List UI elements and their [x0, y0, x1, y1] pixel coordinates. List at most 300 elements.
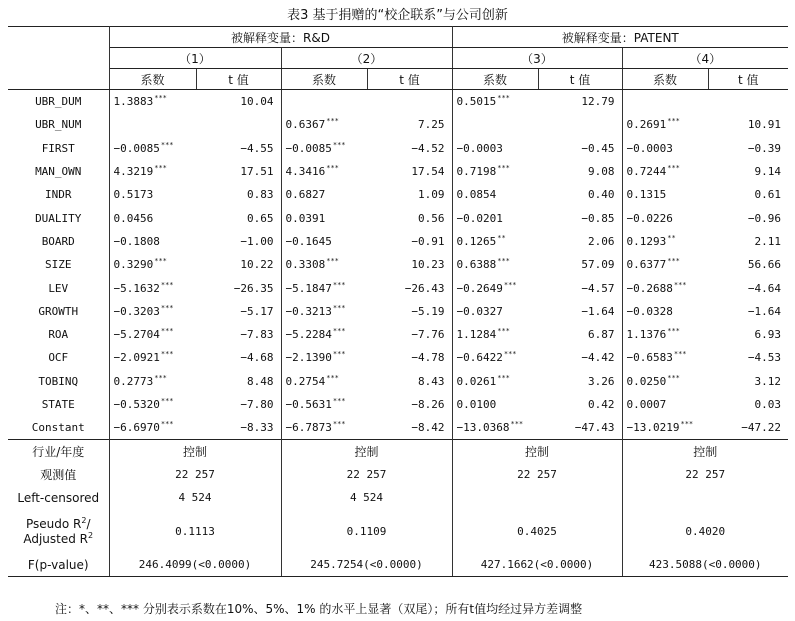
stat-value: 22 257	[452, 463, 622, 486]
t-value-cell	[196, 416, 281, 440]
cell-value: −4.64	[747, 281, 782, 295]
header-row-groups	[8, 27, 788, 48]
stat-label: F(p-value)	[8, 553, 109, 577]
cell-value: −5.1632	[113, 281, 160, 295]
regression-table	[8, 26, 788, 577]
cell-value: 0.5173	[113, 188, 154, 202]
cell-value: −4.52	[411, 141, 445, 155]
coef-cell	[622, 90, 708, 114]
significance-stars: ***	[673, 350, 687, 359]
table-row	[8, 113, 788, 136]
stat-row-left-censored	[8, 486, 788, 509]
cell-value: 0.65	[247, 211, 274, 225]
header-row-models	[8, 48, 788, 69]
t-header: t 值	[196, 69, 281, 90]
cell-value: −4.68	[240, 351, 274, 365]
cell-value: −0.39	[747, 141, 782, 155]
cell-value: 1.1284	[456, 328, 497, 342]
variable-name: UBR_DUM	[8, 90, 109, 114]
stat-value: 427.1662(<0.0000)	[452, 553, 622, 577]
t-value-cell	[367, 370, 452, 393]
significance-stars: ***	[160, 420, 174, 429]
significance-stars: ***	[680, 420, 694, 429]
cell-value: −2.0921	[113, 351, 160, 365]
stat-value: 4 524	[109, 486, 281, 509]
cell-value: 56.66	[747, 258, 782, 272]
cell-value: −7.83	[240, 328, 274, 342]
cell-value: 0.56	[418, 211, 445, 225]
significance-stars: ***	[154, 94, 167, 103]
t-value-cell	[367, 113, 452, 136]
table-row	[8, 323, 788, 346]
t-value-cell	[708, 183, 788, 206]
cell-value: 0.0261	[456, 374, 497, 388]
stat-label: 行业/年度	[8, 440, 109, 464]
cell-value: 0.3290	[113, 258, 154, 272]
cell-value: 10.22	[240, 258, 274, 272]
model-header-4: （4）	[622, 48, 788, 69]
coef-cell	[281, 206, 367, 229]
coef-cell	[452, 253, 538, 276]
variable-name: Constant	[8, 416, 109, 440]
stat-value: 22 257	[281, 463, 452, 486]
cell-value: −5.2704	[113, 328, 160, 342]
t-value-cell	[708, 370, 788, 393]
cell-value: −0.0085	[285, 141, 332, 155]
cell-value: 17.51	[240, 165, 274, 179]
coef-cell	[622, 393, 708, 416]
cell-value: 0.83	[247, 188, 274, 202]
cell-value: −47.22	[741, 421, 782, 435]
cell-value: −26.43	[404, 281, 445, 295]
header-row-cols	[8, 69, 788, 90]
t-value-cell	[367, 206, 452, 229]
cell-value: 0.0250	[626, 374, 667, 388]
cell-value: −1.00	[240, 234, 274, 248]
significance-stars: ***	[503, 350, 517, 359]
stat-value	[452, 486, 622, 509]
coef-cell	[452, 416, 538, 440]
coef-cell	[452, 393, 538, 416]
significance-stars: **	[667, 233, 676, 242]
cell-value: −0.5320	[113, 398, 160, 411]
cell-value: 9.08	[588, 165, 615, 179]
coef-cell	[109, 346, 196, 369]
t-header: t 值	[708, 69, 788, 90]
cell-value: −7.76	[411, 328, 445, 342]
t-value-cell	[538, 370, 622, 393]
significance-stars: ***	[160, 280, 174, 289]
significance-stars: ***	[332, 397, 346, 405]
cell-value: 0.3308	[285, 258, 326, 272]
t-value-cell	[196, 300, 281, 323]
cell-value: −6.7873	[285, 421, 332, 435]
coef-cell	[281, 113, 367, 136]
cell-value: −0.1808	[113, 234, 160, 248]
coef-cell	[281, 393, 367, 416]
model-header-2: （2）	[281, 48, 452, 69]
t-value-cell	[367, 183, 452, 206]
significance-stars: ***	[667, 373, 680, 382]
coef-cell	[452, 370, 538, 393]
cell-value: 0.1265	[456, 234, 497, 248]
cell-value: −0.91	[411, 234, 445, 248]
stat-value: 控制	[452, 440, 622, 464]
t-value-cell	[708, 230, 788, 253]
stat-value: 246.4099(<0.0000)	[109, 553, 281, 577]
coef-cell	[452, 206, 538, 229]
t-value-cell	[538, 346, 622, 369]
corner-cell	[8, 27, 109, 48]
coef-cell	[281, 137, 367, 160]
t-header: t 值	[538, 69, 622, 90]
t-value-cell	[708, 346, 788, 369]
variable-name: FIRST	[8, 137, 109, 160]
cell-value: 3.26	[588, 374, 615, 388]
significance-stars: ***	[160, 397, 174, 405]
cell-value: −0.0226	[626, 211, 673, 225]
t-value-cell	[538, 393, 622, 416]
cell-value: 0.6367	[285, 118, 326, 132]
cell-value: 0.0391	[285, 211, 326, 225]
t-value-cell	[196, 113, 281, 136]
cell-value: 7.25	[418, 118, 445, 132]
pseudo-label-text: Pseudo R	[25, 517, 82, 532]
coef-cell	[452, 346, 538, 369]
t-value-cell	[538, 300, 622, 323]
cell-value: 0.0007	[626, 398, 667, 411]
stat-value: 245.7254(<0.0000)	[281, 553, 452, 577]
coef-cell	[109, 160, 196, 183]
cell-value: 0.6377	[626, 258, 667, 272]
stat-value: 控制	[622, 440, 788, 464]
coef-cell	[452, 137, 538, 160]
t-value-cell	[367, 230, 452, 253]
coef-cell	[109, 206, 196, 229]
t-value-cell	[367, 323, 452, 346]
variable-name: BOARD	[8, 230, 109, 253]
table-row	[8, 137, 788, 160]
coef-cell	[109, 370, 196, 393]
cell-value: −0.96	[747, 211, 782, 225]
significance-stars: ***	[160, 350, 174, 359]
coef-cell	[452, 183, 538, 206]
cell-value: 0.61	[754, 188, 782, 202]
cell-value: −4.78	[411, 351, 445, 365]
cell-value: −0.6422	[456, 351, 503, 365]
cell-value: 12.79	[581, 95, 615, 109]
t-value-cell	[196, 183, 281, 206]
cell-value: −5.17	[240, 304, 274, 318]
significance-stars: ***	[332, 327, 346, 336]
cell-value: −0.1645	[285, 234, 332, 248]
coef-header: 系数	[109, 69, 196, 90]
stat-value: 0.4020	[685, 524, 726, 538]
variable-name: MAN_OWN	[8, 160, 109, 183]
t-value-cell	[538, 137, 622, 160]
coef-cell	[281, 276, 367, 299]
cell-value: −8.26	[411, 398, 445, 411]
cell-value: 6.93	[754, 328, 782, 342]
cell-value: −13.0368	[456, 421, 510, 435]
significance-stars: ***	[154, 257, 167, 266]
t-value-cell	[367, 416, 452, 440]
t-value-cell	[538, 253, 622, 276]
table-row	[8, 370, 788, 393]
t-value-cell	[538, 416, 622, 440]
cell-value: −13.0219	[626, 421, 680, 435]
coef-cell	[109, 393, 196, 416]
significance-stars: ***	[154, 373, 167, 382]
cell-value: −5.2284	[285, 328, 332, 342]
t-value-cell	[367, 300, 452, 323]
significance-stars: ***	[332, 420, 346, 429]
variable-name: SIZE	[8, 253, 109, 276]
stat-value: 0.1109	[281, 509, 452, 553]
coef-cell	[622, 113, 708, 136]
t-value-cell	[708, 90, 788, 114]
table-row	[8, 300, 788, 323]
significance-stars: ***	[160, 327, 174, 336]
group-header-rd: 被解释变量：R&D	[109, 27, 452, 48]
t-value-cell	[196, 346, 281, 369]
stat-row-observations	[8, 463, 788, 486]
table-row	[8, 276, 788, 299]
t-value-cell	[367, 253, 452, 276]
cell-value: −0.0327	[456, 304, 503, 318]
significance-stars: ***	[326, 257, 339, 266]
variable-name: TOBINQ	[8, 370, 109, 393]
coef-cell	[622, 160, 708, 183]
coef-cell	[452, 160, 538, 183]
variable-name: DUALITY	[8, 206, 109, 229]
cell-value: −1.64	[581, 304, 615, 318]
table-note: 注：*、**、*** 分别表示系数在10%、5%、1% 的水平上显著（双尾）；所有t值均经过异方差调整	[55, 602, 583, 616]
stat-value: 控制	[281, 440, 452, 464]
coef-cell	[109, 183, 196, 206]
cell-value: 10.23	[411, 258, 445, 272]
cell-value: 0.42	[588, 398, 615, 411]
significance-stars: ***	[332, 140, 346, 149]
coef-cell	[109, 323, 196, 346]
coef-cell	[281, 230, 367, 253]
t-value-cell	[708, 253, 788, 276]
coef-cell	[452, 300, 538, 323]
stat-value: 控制	[109, 440, 281, 464]
cell-value: −5.1847	[285, 281, 332, 295]
cell-value: −0.0003	[626, 141, 673, 155]
cell-value: 0.2691	[626, 118, 667, 132]
stat-value: 0.1113	[109, 509, 281, 553]
coef-cell	[622, 253, 708, 276]
significance-stars: ***	[332, 303, 346, 312]
t-value-cell	[538, 90, 622, 114]
stat-label: Left-censored	[8, 486, 109, 509]
t-value-cell	[196, 90, 281, 114]
coef-cell	[109, 253, 196, 276]
cell-value: 10.04	[240, 95, 274, 109]
significance-stars: ***	[497, 373, 510, 382]
significance-stars: ***	[497, 327, 510, 336]
table-row	[8, 183, 788, 206]
coef-cell	[622, 370, 708, 393]
cell-value: −0.2688	[626, 281, 673, 295]
significance-stars: ***	[667, 257, 680, 266]
variable-name: INDR	[8, 183, 109, 206]
coef-cell	[281, 90, 367, 114]
t-value-cell	[538, 160, 622, 183]
coef-cell	[622, 323, 708, 346]
coef-cell	[281, 346, 367, 369]
cell-value: 2.11	[754, 234, 782, 248]
t-value-cell	[708, 113, 788, 136]
stat-label: 观测值	[8, 463, 109, 486]
cell-value: 8.43	[418, 374, 445, 388]
cell-value: 4.3416	[285, 165, 326, 179]
stat-value: 4 524	[281, 486, 452, 509]
cell-value: −47.43	[574, 421, 615, 435]
adjusted-label-sup: 2	[88, 531, 94, 541]
t-value-cell	[708, 276, 788, 299]
significance-stars: ***	[332, 280, 346, 289]
coef-cell	[452, 276, 538, 299]
cell-value: 0.6388	[456, 258, 497, 272]
t-value-cell	[367, 160, 452, 183]
significance-stars: ***	[667, 164, 680, 173]
t-value-cell	[538, 276, 622, 299]
pseudo-label-sup: 2	[81, 516, 87, 526]
cell-value: 0.7198	[456, 165, 497, 179]
cell-value: −0.5631	[285, 398, 332, 411]
cell-value: −0.0085	[113, 141, 160, 155]
coef-cell	[622, 416, 708, 440]
coef-cell	[452, 90, 538, 114]
coef-cell	[622, 346, 708, 369]
variable-name: STATE	[8, 393, 109, 416]
significance-stars: ***	[326, 164, 339, 173]
cell-value: 0.2754	[285, 374, 326, 388]
t-value-cell	[708, 160, 788, 183]
significance-stars: ***	[154, 164, 167, 173]
table-row	[8, 90, 788, 114]
cell-value: −4.57	[581, 281, 615, 295]
coef-cell	[281, 300, 367, 323]
significance-stars: ***	[510, 420, 524, 429]
cell-value: 0.0100	[456, 398, 497, 411]
cell-value: 0.0854	[456, 188, 497, 202]
t-value-cell	[367, 393, 452, 416]
table-row	[8, 160, 788, 183]
pseudo-label-tail: /	[86, 517, 91, 532]
t-value-cell	[708, 206, 788, 229]
significance-stars: ***	[326, 117, 339, 126]
cell-value: −7.80	[240, 398, 274, 411]
t-value-cell	[367, 90, 452, 114]
cell-value: 0.1315	[626, 188, 667, 202]
t-value-cell	[708, 323, 788, 346]
t-value-cell	[708, 393, 788, 416]
coef-header: 系数	[452, 69, 538, 90]
coef-cell	[281, 416, 367, 440]
stat-value: 22 257	[109, 463, 281, 486]
variable-name: UBR_NUM	[8, 113, 109, 136]
coef-header: 系数	[281, 69, 367, 90]
t-value-cell	[708, 416, 788, 440]
cell-value: −0.0201	[456, 211, 503, 225]
pseudo-label-line2	[12, 531, 105, 546]
coef-cell	[109, 300, 196, 323]
t-value-cell	[196, 253, 281, 276]
cell-value: −26.35	[233, 281, 274, 295]
cell-value: −6.6970	[113, 421, 160, 435]
significance-stars: ***	[497, 257, 510, 266]
variable-name: GROWTH	[8, 300, 109, 323]
coef-cell	[622, 300, 708, 323]
table-title: 表3 基于捐赠的“校企联系”与公司创新	[287, 8, 508, 23]
table-row	[8, 393, 788, 416]
t-value-cell	[196, 370, 281, 393]
cell-value: 0.7244	[626, 165, 667, 179]
cell-value: 3.12	[754, 374, 782, 388]
stat-row-f-stat	[8, 553, 788, 577]
model-header-1: （1）	[109, 48, 281, 69]
significance-stars: ***	[667, 327, 680, 336]
corner-cell	[8, 69, 109, 90]
cell-value: 0.5015	[456, 95, 497, 109]
coef-cell	[622, 276, 708, 299]
cell-value: 9.14	[754, 165, 782, 179]
significance-stars: ***	[326, 373, 339, 382]
cell-value: 6.87	[588, 328, 615, 342]
t-value-cell	[196, 230, 281, 253]
cell-value: −4.42	[581, 351, 615, 365]
cell-value: 10.91	[747, 118, 782, 132]
cell-value: 0.2773	[113, 374, 154, 388]
cell-value: 17.54	[411, 165, 445, 179]
coef-cell	[622, 137, 708, 160]
variable-name: ROA	[8, 323, 109, 346]
coef-header: 系数	[622, 69, 708, 90]
significance-stars: ***	[497, 164, 510, 173]
coef-cell	[109, 276, 196, 299]
cell-value: 0.40	[588, 188, 615, 202]
stat-value: 0.4025	[452, 509, 622, 553]
table-row	[8, 206, 788, 229]
t-value-cell	[196, 393, 281, 416]
significance-stars: **	[497, 233, 506, 242]
coef-cell	[109, 230, 196, 253]
coef-cell	[281, 160, 367, 183]
cell-value: 1.09	[418, 188, 445, 202]
cell-value: −0.0328	[626, 304, 673, 318]
cell-value: 0.0456	[113, 211, 154, 225]
t-value-cell	[367, 346, 452, 369]
coef-cell	[622, 206, 708, 229]
coef-cell	[281, 323, 367, 346]
significance-stars: ***	[332, 350, 346, 359]
pseudo-label-line1	[12, 516, 105, 531]
t-value-cell	[708, 137, 788, 160]
stat-row-pseudo-r2	[8, 509, 788, 553]
cell-value: −1.64	[747, 304, 782, 318]
cell-value: 1.3883	[113, 95, 154, 109]
t-value-cell	[538, 323, 622, 346]
coef-cell	[109, 113, 196, 136]
coef-cell	[452, 230, 538, 253]
cell-value: −5.19	[411, 304, 445, 318]
coef-cell	[622, 183, 708, 206]
stat-value: 423.5088(<0.0000)	[622, 553, 788, 577]
